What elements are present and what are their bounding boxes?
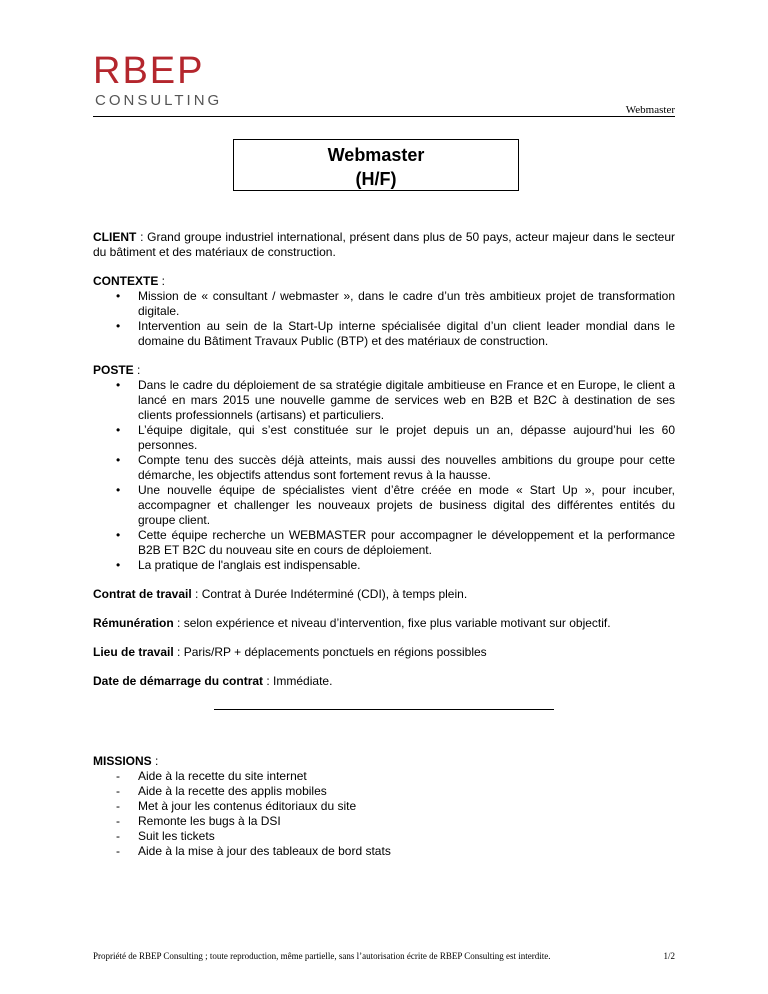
list-item: - Met à jour les contenus éditoriaux du site [93, 799, 675, 814]
demarrage-text: : Immédiate. [263, 674, 333, 688]
contexte-label: CONTEXTE [93, 274, 159, 288]
list-item: • Mission de « consultant / webmaster », dans le cadre d’un très ambitieux projet de transformation digitale. [93, 289, 675, 319]
remuneration-paragraph [93, 616, 675, 631]
missions-label: MISSIONS [93, 754, 152, 768]
list-item: - Remonte les bugs à la DSI [93, 814, 675, 829]
poste-heading [93, 363, 675, 378]
contexte-list [93, 289, 675, 349]
missions-list [93, 769, 675, 859]
contexte-section [93, 274, 675, 349]
poste-suffix: : [133, 363, 141, 377]
page-number: 1/2 [663, 951, 675, 961]
title-line1: Webmaster [327, 145, 425, 165]
section-divider [214, 709, 554, 710]
list-item: - Aide à la mise à jour des tableaux de bord stats [93, 844, 675, 859]
demarrage-paragraph [93, 674, 675, 689]
client-paragraph [93, 230, 675, 260]
poste-list [93, 378, 675, 573]
remuneration-text: : selon expérience et niveau d’intervention, fixe plus variable motivant sur objectif. [173, 616, 611, 630]
list-item: • L’équipe digitale, qui s’est constituée sur le projet depuis un an, dépasse aujourd’hui les 60 personnes. [93, 423, 675, 453]
list-item: • Compte tenu des succès déjà atteints, mais aussi des nouvelles ambitions du groupe pour cette démarche, les objectifs attendus sont fortement revus à la hausse. [93, 453, 675, 483]
client-section [93, 230, 675, 260]
demarrage-section [93, 674, 675, 689]
client-text: : Grand groupe industriel international, présent dans plus de 50 pays, acteur majeur dans le secteur du bâtiment et des matériaux de construction. [93, 230, 675, 259]
footer-text: Propriété de RBEP Consulting ; toute reproduction, même partielle, sans l’autorisation écrite de RBEP Consulting est interdite. [93, 951, 551, 961]
remuneration-section [93, 616, 675, 631]
list-item: • Dans le cadre du déploiement de sa stratégie digitale ambitieuse en France et en Europe, le client a lancé en mars 2015 une nouvelle gamme de services web en B2B et B2C à destination de ses clients professionnels (artisans) et particuliers. [93, 378, 675, 423]
list-item: • La pratique de l'anglais est indispensable. [93, 558, 675, 573]
contrat-text: : Contrat à Durée Indéterminé (CDI), à temps plein. [191, 587, 468, 601]
client-label: CLIENT [93, 230, 137, 244]
contrat-section [93, 587, 675, 602]
list-item: • Une nouvelle équipe de spécialistes vient d’être créée en mode « Start Up », pour incuber, accompagner et challenger les nouveaux projets de business digital des différentes entités du groupe client. [93, 483, 675, 528]
missions-section [93, 754, 675, 859]
lieu-label: Lieu de travail [93, 645, 174, 659]
poste-section [93, 363, 675, 573]
contexte-heading [93, 274, 675, 289]
demarrage-label: Date de démarrage du contrat [93, 674, 264, 688]
lieu-section [93, 645, 675, 660]
contrat-paragraph [93, 587, 675, 602]
title-line2: (H/F) [355, 169, 397, 189]
contrat-label: Contrat de travail [93, 587, 192, 601]
list-item: - Aide à la recette du site internet [93, 769, 675, 784]
logo-sub-text: CONSULTING [95, 92, 223, 109]
header-rule [93, 116, 675, 117]
lieu-paragraph [93, 645, 675, 660]
title-box [233, 139, 519, 191]
company-logo [93, 52, 222, 109]
list-item: • Cette équipe recherche un WEBMASTER pour accompagner le développement et la performance B2B ET B2C du nouveau site en cours de déploiement. [93, 528, 675, 558]
list-item: - Aide à la recette des applis mobiles [93, 784, 675, 799]
remuneration-label: Rémunération [93, 616, 174, 630]
poste-label: POSTE [93, 363, 134, 377]
document-body [93, 230, 675, 873]
lieu-text: : Paris/RP + déplacements ponctuels en régions possibles [173, 645, 487, 659]
missions-heading [93, 754, 675, 769]
list-item: • Intervention au sein de la Start-Up interne spécialisée digital d’un client leader mondial dans le domaine du Bâtiment Travaux Public (BTP) et des matériaux de construction. [93, 319, 675, 349]
contexte-suffix: : [158, 274, 166, 288]
list-item: - Suit les tickets [93, 829, 675, 844]
missions-suffix: : [151, 754, 159, 768]
logo-main-text: RBEP [93, 50, 205, 92]
header-label: Webmaster [625, 104, 675, 116]
page-footer [93, 951, 675, 961]
